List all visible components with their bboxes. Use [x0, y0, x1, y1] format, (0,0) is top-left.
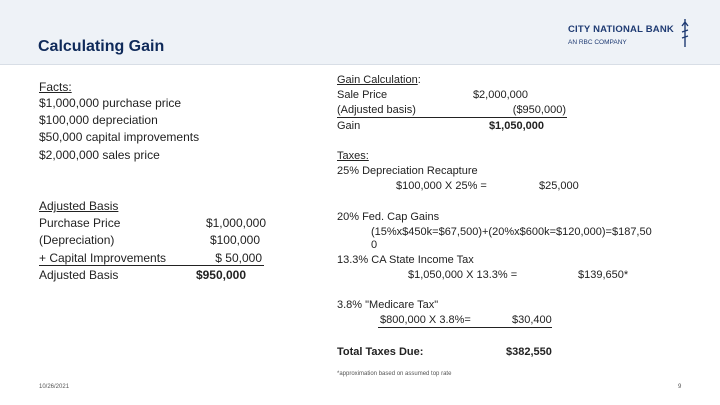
gain-total-value: $1,050,000 — [488, 120, 544, 132]
recapture-label: 25% Depreciation Recapture — [337, 165, 478, 177]
gain-underline — [337, 117, 567, 118]
bank-logo — [562, 18, 692, 52]
medicare-label: 3.8% "Medicare Tax" — [337, 299, 439, 311]
fed-gains-calc-cont: 0 — [371, 239, 378, 251]
basis-label: + Capital Improvements — [39, 251, 167, 265]
medicare-value: $30,400 — [512, 314, 552, 326]
facts-heading: Facts: — [39, 80, 72, 94]
fed-gains-label: 20% Fed. Cap Gains — [337, 211, 440, 223]
gain-value: $2,000,000 — [472, 89, 528, 101]
medicare-calc: $800,000 X 3.8%= — [380, 314, 471, 326]
total-taxes-value: $382,550 — [506, 346, 552, 358]
logo-subtitle: AN RBC COMPANY — [568, 39, 627, 46]
medicare-underline — [378, 327, 552, 328]
fact-line: $1,000,000 purchase price — [39, 96, 182, 110]
gain-value: ($950,000) — [512, 104, 566, 116]
basis-label: (Depreciation) — [39, 233, 115, 247]
page-number: 9 — [678, 384, 682, 390]
recapture-calc: $100,000 X 25% = — [396, 180, 487, 192]
footnote: *approximation based on assumed top rate — [337, 371, 452, 377]
total-taxes-label: Total Taxes Due: — [337, 346, 424, 358]
basis-value: $1,000,000 — [205, 216, 266, 230]
basis-total-value: $950,000 — [195, 268, 246, 282]
taxes-heading: Taxes: — [337, 150, 369, 162]
ca-tax-value: $139,650* — [578, 269, 629, 281]
gain-heading-colon: : — [417, 74, 421, 86]
gain-label: Sale Price — [337, 89, 388, 101]
ca-tax-label: 13.3% CA State Income Tax — [337, 254, 474, 266]
basis-underline — [39, 265, 264, 266]
adjusted-basis-heading: Adjusted Basis — [39, 199, 119, 213]
basis-value: $ 50,000 — [215, 251, 262, 265]
basis-label: Adjusted Basis — [39, 268, 119, 282]
gain-label: (Adjusted basis) — [337, 104, 416, 116]
basis-label: Purchase Price — [39, 216, 121, 230]
slide-date: 10/26/2021 — [39, 384, 70, 390]
logo-mark-icon — [680, 18, 690, 48]
fact-line: $2,000,000 sales price — [39, 148, 160, 162]
slide-title: Calculating Gain — [38, 38, 165, 55]
fed-gains-calc: (15%x$450k=$67,500)+(20%x$600k=$120,000)=$187,50 — [371, 226, 652, 238]
gain-label: Gain — [337, 120, 361, 132]
fact-line: $50,000 capital improvements — [39, 130, 200, 144]
header-divider — [0, 64, 720, 65]
recapture-value: $25,000 — [539, 180, 579, 192]
basis-value: $100,000 — [209, 233, 260, 247]
ca-tax-calc: $1,050,000 X 13.3% = — [408, 269, 518, 281]
gain-heading — [337, 74, 421, 86]
logo-name: CITY NATIONAL BANK — [568, 24, 674, 35]
gain-heading-text: Gain Calculation — [337, 74, 418, 86]
fact-line: $100,000 depreciation — [39, 113, 158, 127]
